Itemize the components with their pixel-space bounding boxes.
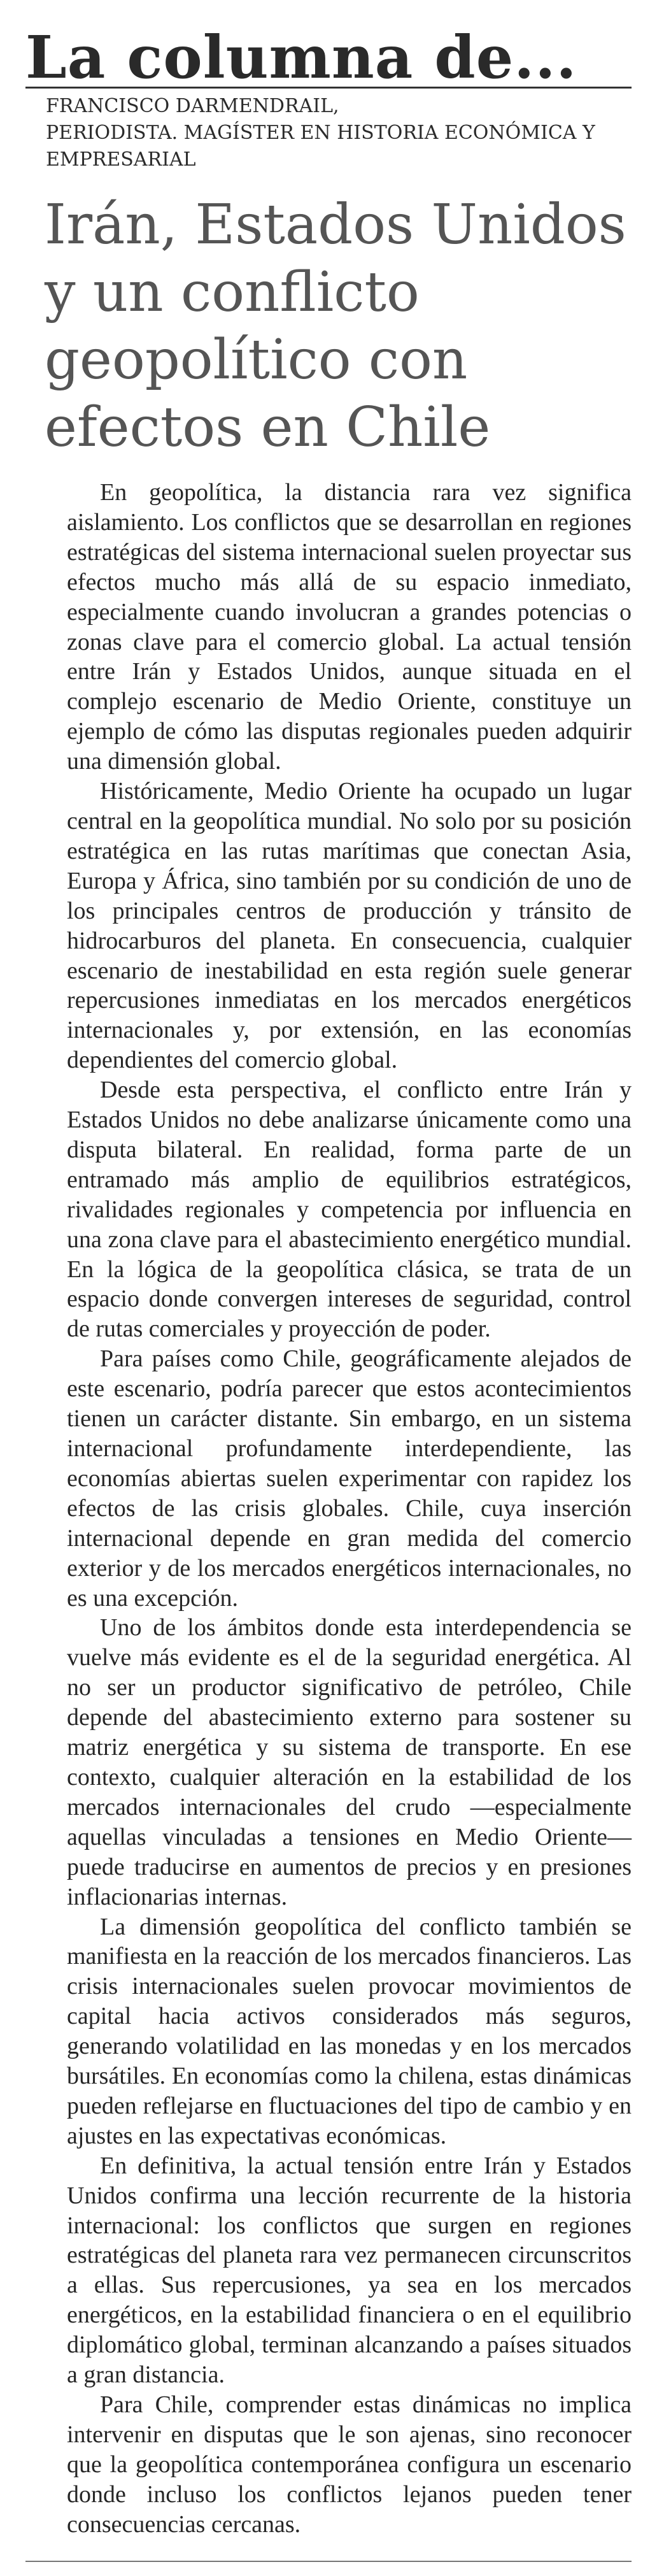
- article-paragraph: La dimensión geopolítica del conflicto también se manifiesta en la reacción de los mercados financieros. Las crisis internacionales suelen provocar movimientos de capital hacia activos considerados más seguros, generando volatilidad en las monedas y en los mercados bursátiles. En economías como la chilena, estas dinámicas pueden reflejarse en fluctuaciones del tipo de cambio y en ajustes en las expectativas económicas.: [67, 1913, 632, 2149]
- article-paragraph: Históricamente, Medio Oriente ha ocupado un lugar central en la geopolítica mundial. No solo por su posición estratégica en las rutas marítimas que conectan Asia, Europa y África, sino también por su condición de uno de los principales centros de producción y tránsito de hidrocarburos del planeta. En consecuencia, cualquier escenario de inestabilidad en esta región suele generar repercusiones inmediatas en los mercados energéticos internacionales y, por extensión, en las economías dependientes del comercio global.: [67, 778, 632, 1074]
- author-credentials-line-2: EMPRESARIAL: [46, 148, 196, 171]
- article-paragraph: Para países como Chile, geográficamente alejados de este escenario, podría parecer que estos acontecimientos tienen un carácter distante. Sin embargo, en un sistema internacional profundamente interdependiente, las economías abiertas suelen experimentar con rapidez los efectos de las crisis globales. Chile, cuya inserción internacional depende en gran medida del comercio exterior y de los mercados energéticos internacionales, no es una excepción.: [67, 1345, 632, 1612]
- newspaper-column-page: [25, 0, 632, 2576]
- article-paragraph: Para Chile, comprender estas dinámicas no implica intervenir en disputas que le son ajenas, sino reconocer que la geopolítica contemporánea configura un escenario donde incluso los conflictos lejanos pueden tener consecuencias cercanas.: [67, 2391, 632, 2538]
- title-divider: [25, 87, 632, 89]
- column-section-title: La columna de...: [25, 23, 577, 92]
- article-headline: [45, 191, 630, 461]
- headline-line: y un conflicto: [45, 261, 420, 324]
- author-name: FRANCISCO DARMENDRAIL,: [46, 95, 339, 117]
- article-body: [67, 478, 632, 2540]
- article-paragraph: En geopolítica, la distancia rara vez significa aislamiento. Los conflictos que se desarrollan en regiones estratégicas del sistema internacional suelen proyectar sus efectos mucho más allá de su espacio inmediato, especialmente cuando involucran a grandes potencias o zonas clave para el comercio global. La actual tensión entre Irán y Estados Unidos, aunque situada en el complejo escenario de Medio Oriente, constituye un ejemplo de cómo las disputas regionales pueden adquirir una dimensión global.: [67, 479, 632, 775]
- article-paragraph: En definitiva, la actual tensión entre Irán y Estados Unidos confirma una lección recurrente de la historia internacional: los conflictos que surgen en regiones estratégicas del planeta rara vez permanecen circunscritos a ellas. Sus repercusiones, ya sea en los mercados energéticos, en la estabilidad financiera o en el equilibrio diplomático global, terminan alcanzando a países situados a gran distancia.: [67, 2152, 632, 2389]
- article-paragraph: Uno de los ámbitos donde esta interdependencia se vuelve más evidente es el de la seguridad energética. Al no ser un productor significativo de petróleo, Chile depende del abastecimiento externo para sostener su matriz energética y su sistema de transporte. En ese contexto, cualquier alteración en la estabilidad de los mercados internacionales del crudo —especialmente aquellas vinculadas a tensiones en Medio Oriente— puede traducirse en aumentos de precios y en presiones inflacionarias internas.: [67, 1614, 632, 1910]
- author-credentials-line-1: PERIODISTA. MAGÍSTER EN HISTORIA ECONÓMICA Y: [46, 122, 595, 144]
- headline-line: geopolítico con: [45, 328, 468, 392]
- author-byline: [46, 93, 619, 173]
- headline-line: efectos en Chile: [45, 396, 491, 459]
- headline-line: Irán, Estados Unidos: [45, 193, 626, 257]
- bottom-divider: [25, 2561, 632, 2562]
- article-paragraph: Desde esta perspectiva, el conflicto entre Irán y Estados Unidos no debe analizarse únicamente como una disputa bilateral. En realidad, forma parte de un entramado más amplio de equilibrios estratégicos, rivalidades regionales y competencia por influencia en una zona clave para el abastecimiento energético mundial. En la lógica de la geopolítica clásica, se trata de un espacio donde convergen intereses de seguridad, control de rutas comerciales y proyección de poder.: [67, 1077, 632, 1343]
